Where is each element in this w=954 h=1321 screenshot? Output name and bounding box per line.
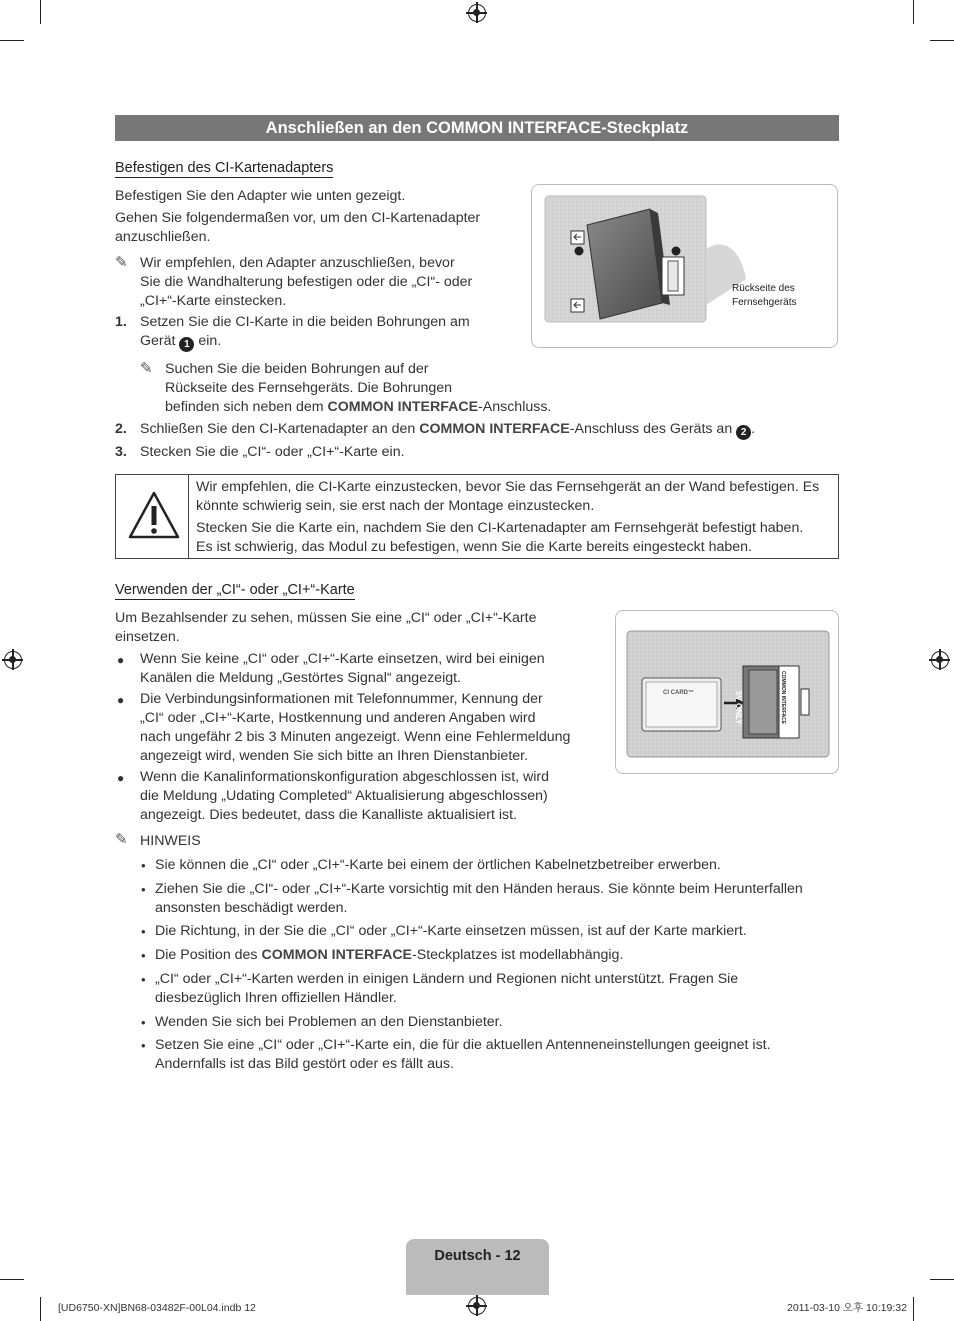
bullet-text: angezeigt. Dies bedeutet, dass die Kanalliste aktualisiert ist. <box>140 807 517 823</box>
section-title: Anschließen an den COMMON INTERFACE-Steckplatz <box>115 115 839 141</box>
note-text: Wir empfehlen, den Adapter anzuschließen, bevor <box>140 255 455 271</box>
step-number: 3. <box>115 444 127 460</box>
figure-caption <box>732 282 796 310</box>
warning-triangle-icon <box>127 490 181 540</box>
note-text: Rückseite des Fernsehgeräts. Die Bohrungen <box>165 380 453 396</box>
bullet-text: Wenn die Kanalinformationskonfiguration abgeschlossen ist, wird <box>140 769 550 785</box>
step-text <box>140 420 755 440</box>
registration-mark-icon <box>468 4 486 22</box>
bullet-text: „CI“ oder „CI+“-Karte, Hostkennung und anderen Angaben wird <box>140 710 536 726</box>
step-text <box>140 332 221 352</box>
note-item: Wenden Sie sich bei Problemen an den Dienstanbieter. <box>155 1014 503 1030</box>
caption-line: Fernsehgeräts <box>732 297 797 308</box>
registration-mark-icon <box>468 1297 486 1315</box>
intro-text: anzuschließen. <box>115 229 211 245</box>
step-text-part: ein. <box>198 333 222 349</box>
pencil-note-icon: ✎ <box>115 254 128 271</box>
intro-text: Um Bezahlsender zu sehen, müssen Sie eine „CI“ oder „CI+“-Karte <box>115 610 537 626</box>
crop-mark <box>930 1279 954 1280</box>
note-text <box>165 398 551 417</box>
note-text: Suchen Sie die beiden Bohrungen auf der <box>165 361 429 377</box>
ci-card-illustration <box>616 611 840 775</box>
step-text-part: Gerät <box>140 333 176 349</box>
note-text-bold: COMMON INTERFACE <box>327 399 479 415</box>
registration-mark-icon <box>4 651 22 669</box>
step-text-part: Schließen Sie den CI-Kartenadapter an den <box>140 421 416 437</box>
note-item: ansonsten beschädigt werden. <box>155 900 348 916</box>
bullet-icon: ● <box>117 693 125 707</box>
step-text: Setzen Sie die CI-Karte in die beiden Bohrungen am <box>140 314 470 330</box>
intro-text: Gehen Sie folgendermaßen vor, um den CI-Kartenadapter <box>115 210 481 226</box>
small-bullet-icon: • <box>141 1015 146 1030</box>
warning-text: Wir empfehlen, die CI-Karte einzustecken, bevor Sie das Fernsehgerät an der Wand befestigen. Es <box>196 479 820 495</box>
step-text: Stecken Sie die „CI“- oder „CI+“-Karte ein. <box>140 444 405 460</box>
step-number: 2. <box>115 421 127 437</box>
subheading-ci-card: Verwenden der „CI“- oder „CI+“-Karte <box>115 582 355 598</box>
note-item: Andernfalls ist das Bild gestört oder es fällt aus. <box>155 1056 454 1072</box>
note-item-part: -Steckplatzes ist modellabhängig. <box>412 947 624 963</box>
note-item-part: Die Position des <box>155 947 258 963</box>
note-item: Sie können die „CI“ oder „CI+“-Karte bei einem der örtlichen Kabelnetzbetreiber erwerben. <box>155 857 721 873</box>
note-text-part: befinden sich neben dem <box>165 399 324 415</box>
bullet-text: die Meldung „Udating Completed“ Aktualisierung abgeschlossen) <box>140 788 548 804</box>
small-bullet-icon: • <box>141 948 146 963</box>
adapter-illustration <box>532 185 839 349</box>
crop-mark <box>913 0 914 24</box>
note-item-bold: COMMON INTERFACE <box>261 947 413 963</box>
step-number: 1. <box>115 314 127 330</box>
step-text-bold: COMMON INTERFACE <box>419 421 570 437</box>
bullet-text: Die Verbindungsinformationen mit Telefonnummer, Kennung der <box>140 691 543 707</box>
caption-line: Rückseite des <box>732 283 795 294</box>
warning-divider <box>188 475 189 558</box>
bullet-text: Kanälen die Meldung „Gestörtes Signal“ angezeigt. <box>140 670 461 686</box>
note-item: Ziehen Sie die „CI“- oder „CI+“-Karte vorsichtig mit den Händen heraus. Sie könnte beim Herunterfallen <box>155 881 803 897</box>
ci-card-label: CI CARD™ <box>663 690 694 696</box>
marker-2-icon: 2 <box>736 425 751 440</box>
page-number-tab: Deutsch - 12 <box>406 1239 549 1295</box>
small-bullet-icon: • <box>141 882 146 897</box>
step-text-part: -Anschluss des Geräts an <box>569 421 733 437</box>
small-bullet-icon: • <box>141 924 146 939</box>
registration-mark-icon <box>931 651 949 669</box>
bullet-text: angezeigt wird, wenden Sie sich bitte an Ihren Dienstanbieter. <box>140 748 529 764</box>
print-slug-left: [UD6750-XN]BN68-03482F-00L04.indb 12 <box>58 1302 256 1314</box>
adapter-label-interface: COMMON INTERFACE <box>780 671 786 725</box>
crop-mark <box>40 1297 41 1321</box>
small-bullet-icon: • <box>141 858 146 873</box>
note-text-part: -Anschluss. <box>478 399 552 415</box>
bullet-icon: ● <box>117 771 125 785</box>
print-slug-right: 2011-03-10 오후 10:19:32 <box>787 1302 907 1314</box>
warning-text: könnte schwierig sein, sie erst nach der Montage einzustecken. <box>196 498 595 514</box>
warning-text: Stecken Sie die Karte ein, nachdem Sie den CI-Kartenadapter am Fernsehgerät befestigt haben. <box>196 520 804 536</box>
pencil-note-icon: ✎ <box>115 831 128 848</box>
crop-mark <box>0 40 24 41</box>
subheading-adapter: Befestigen des CI-Kartenadapters <box>115 160 334 176</box>
crop-mark <box>930 40 954 41</box>
bullet-text: nach ungefähr 2 bis 3 Minuten angezeigt. Wenn eine Fehlermeldung <box>140 729 571 745</box>
note-text: Sie die Wandhalterung befestigen oder die „CI“- oder <box>140 274 473 290</box>
crop-mark <box>0 1279 24 1280</box>
note-item <box>155 946 623 965</box>
crop-mark <box>40 0 41 24</box>
adapter-label: 5V ONLY <box>734 691 743 725</box>
marker-1-icon: 1 <box>179 337 194 352</box>
warning-box <box>115 474 839 559</box>
note-item: diesbezüglich Ihren offiziellen Händler. <box>155 990 397 1006</box>
small-bullet-icon: • <box>141 972 146 987</box>
intro-text: einsetzen. <box>115 629 180 645</box>
figure-ci-card-insertion <box>615 610 839 774</box>
warning-text: Es ist schwierig, das Modul zu befestigen, wenn Sie die Karte bereits eingesteckt haben. <box>196 539 752 555</box>
figure-adapter-installation <box>531 184 838 348</box>
note-item: Setzen Sie eine „CI“ oder „CI+“-Karte ein, die für die aktuellen Antenneneinstellungen geeignet ist. <box>155 1037 771 1053</box>
step-text-part: . <box>751 421 756 437</box>
pencil-note-icon: ✎ <box>140 360 153 377</box>
crop-mark <box>913 1297 914 1321</box>
small-bullet-icon: • <box>141 1038 146 1053</box>
note-text: „CI+“-Karte einstecken. <box>140 293 287 309</box>
intro-text: Befestigen Sie den Adapter wie unten gezeigt. <box>115 188 406 204</box>
note-item: Die Richtung, in der Sie die „CI“ oder „CI+“-Karte einsetzen müssen, ist auf der Karte markiert. <box>155 923 747 939</box>
bullet-text: Wenn Sie keine „CI“ oder „CI+“-Karte einsetzen, wird bei einigen <box>140 651 545 667</box>
bullet-icon: ● <box>117 653 125 667</box>
note-item: „CI“ oder „CI+“-Karten werden in einigen Ländern und Regionen nicht unterstützt. Fragen Sie <box>155 971 739 987</box>
hinweis-label: HINWEIS <box>140 833 201 849</box>
